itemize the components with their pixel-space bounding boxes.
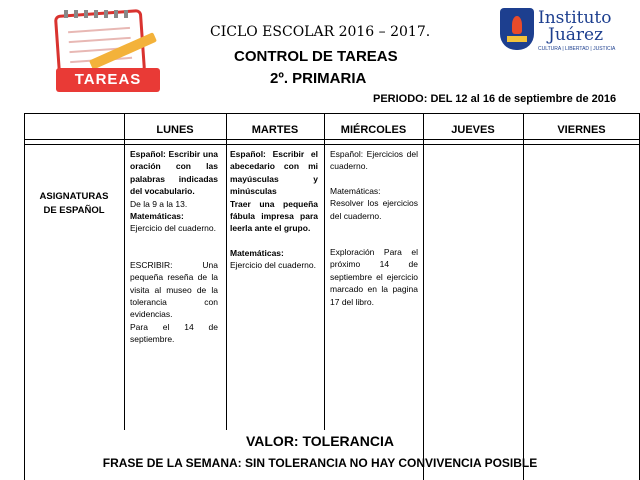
lunes-math-task: Ejercicio del cuaderno. bbox=[130, 223, 216, 234]
page-title: CONTROL DE TAREAS bbox=[234, 48, 398, 65]
miercoles-spanish-task: Español: Ejercicios del cuaderno. bbox=[330, 149, 418, 172]
miercoles-exploration-task: Exploración Para el próximo 14 de septiembre el ejercicio marcado en la pagina 17 del libro. bbox=[330, 247, 418, 307]
lunes-math-label: Matemáticas: bbox=[130, 211, 184, 222]
martes-fable-task: Traer una pequeña fábula impresa para leerla ante el grupo. bbox=[230, 198, 318, 234]
cell-lunes bbox=[130, 148, 218, 346]
lunes-writing-task: ESCRIBIR: Una pequeña reseña de la visita al museo de la tolerancia con evidencias. bbox=[130, 259, 218, 320]
martes-math-label: Matemáticas: bbox=[230, 247, 284, 258]
tareas-logo bbox=[48, 10, 168, 92]
martes-math-task: Ejercicio del cuaderno. bbox=[230, 260, 316, 271]
period-label: PERIODO: DEL 12 al 16 de septiembre de 2016 bbox=[373, 93, 617, 105]
martes-spanish-task: Español: Escribir el abecedario con mi mayúsculas y minúsculas bbox=[230, 149, 318, 197]
school-year: CICLO ESCOLAR 2016 – 2017. bbox=[210, 24, 431, 40]
header-jueves: JUEVES bbox=[451, 124, 495, 136]
header-viernes: VIERNES bbox=[557, 124, 606, 136]
miercoles-math-task: Resolver los ejercicios del cuaderno. bbox=[330, 198, 418, 221]
weekly-phrase: FRASE DE LA SEMANA: SIN TOLERANCIA NO HAY CONVIVENCIA POSIBLE bbox=[102, 456, 538, 470]
lunes-range: De la 9 a la 13. bbox=[130, 198, 188, 209]
logo-motto: CULTURA | LIBERTAD | JUSTICIA bbox=[538, 46, 616, 52]
lunes-spanish-task: Español: Escribir una oración con las palabras indicadas del vocabulario. bbox=[130, 149, 218, 197]
spiral-rings-icon bbox=[64, 10, 130, 18]
weekly-value: VALOR: TOLERANCIA bbox=[245, 433, 395, 449]
header-lunes: LUNES bbox=[156, 124, 194, 136]
cell-miercoles bbox=[330, 148, 418, 308]
lunes-due-date: Para el 14 de septiembre. bbox=[130, 321, 218, 345]
header-miercoles: MIÉRCOLES bbox=[340, 124, 407, 136]
instituto-juarez-logo bbox=[498, 8, 616, 60]
flame-icon bbox=[512, 16, 522, 34]
subject-label: ASIGNATURAS DE ESPAÑOL bbox=[39, 191, 109, 216]
logo-name-line2: Juárez bbox=[548, 25, 604, 45]
cell-martes bbox=[230, 148, 318, 272]
miercoles-math-label: Matemáticas: bbox=[330, 185, 381, 196]
header-martes: MARTES bbox=[251, 124, 299, 136]
tareas-banner: TAREAS bbox=[56, 68, 160, 92]
grade-label: 2º. PRIMARIA bbox=[270, 70, 367, 87]
logo-name-line1: Instituto bbox=[538, 8, 612, 28]
shield-icon bbox=[500, 8, 534, 50]
